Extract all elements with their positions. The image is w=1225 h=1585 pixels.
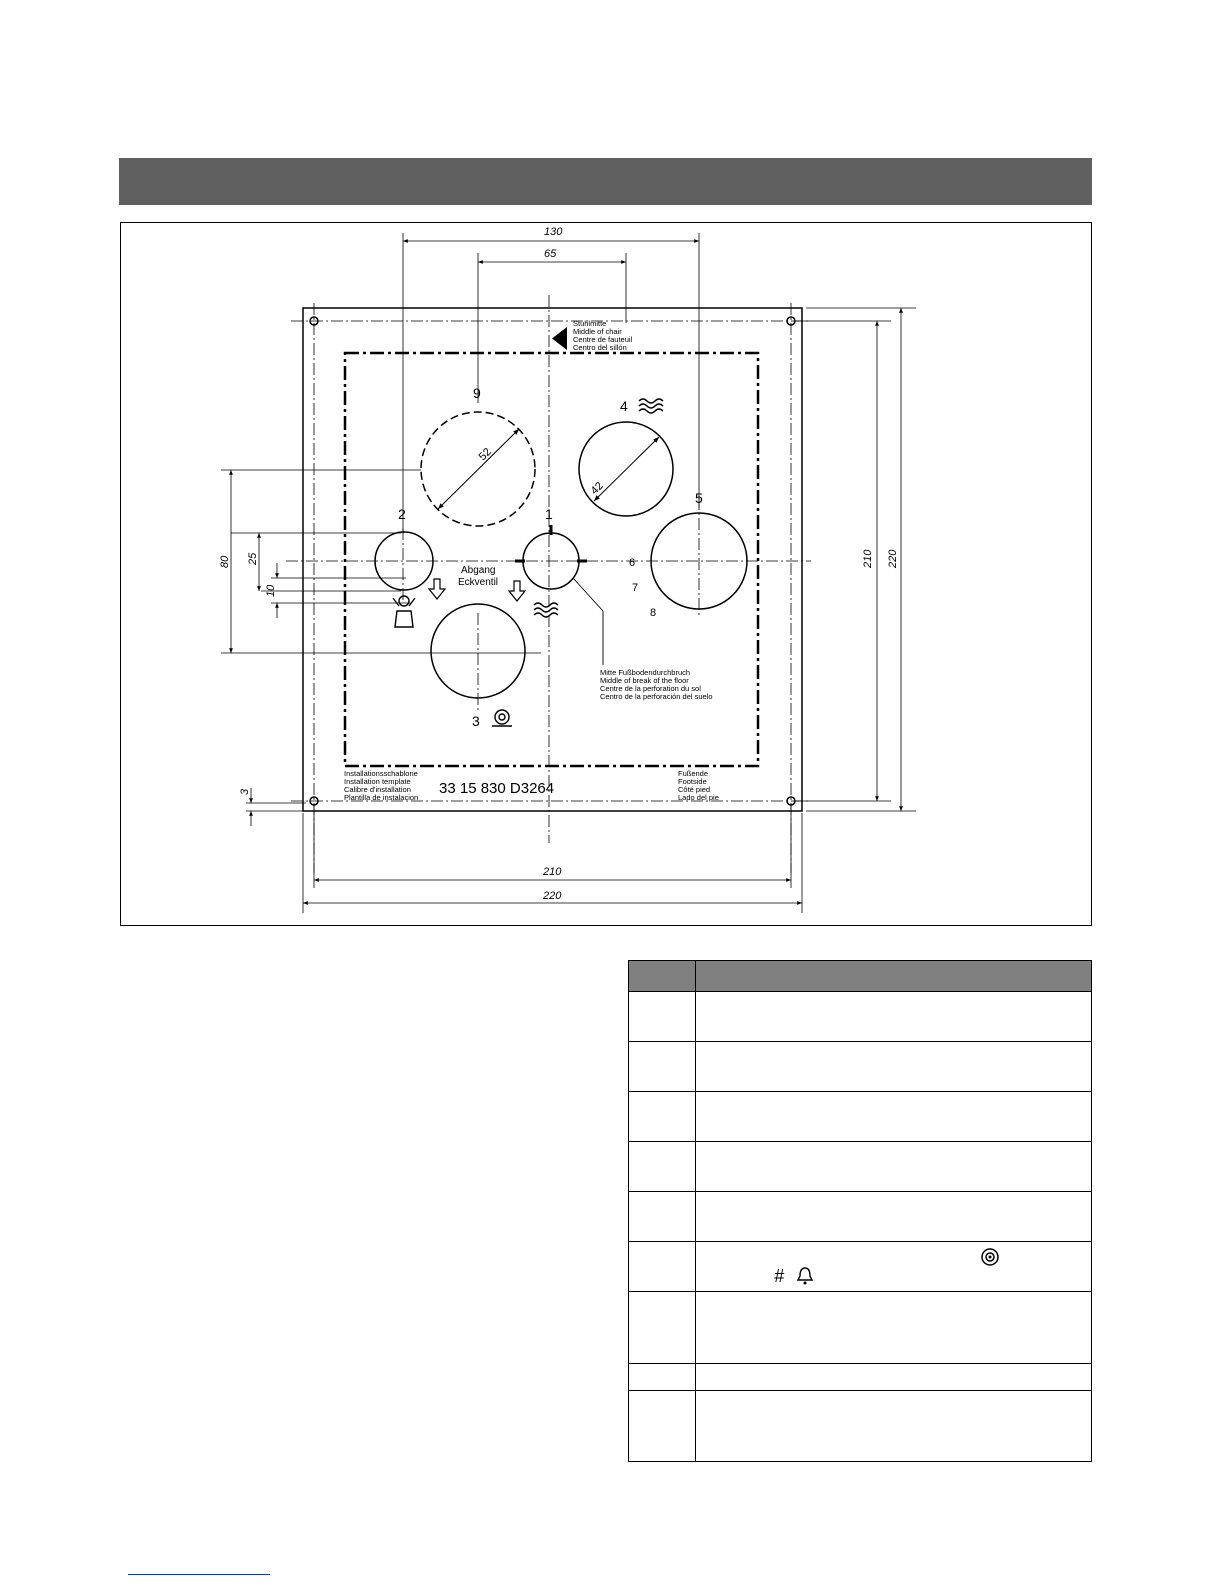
hole-2 bbox=[375, 532, 433, 590]
hole-label-8: 8 bbox=[650, 607, 657, 619]
legend-row-number bbox=[629, 992, 696, 1042]
hash-symbol: # bbox=[774, 1266, 785, 1286]
installation-template-drawing bbox=[120, 222, 1092, 926]
legend-row-number bbox=[629, 1391, 696, 1462]
legend-row-number bbox=[629, 1092, 696, 1142]
legend-row-text bbox=[696, 1292, 1092, 1364]
section-header-bar bbox=[119, 158, 1092, 205]
template-label-fr: Calibre d'installation bbox=[344, 785, 411, 794]
foot-end-label-fr: Côté pied bbox=[678, 785, 711, 794]
template-label-es: Plantilla de instalacion bbox=[344, 793, 419, 802]
legend-row-number bbox=[629, 1192, 696, 1242]
legend-row-number bbox=[629, 1292, 696, 1364]
template-label-en: Installation template bbox=[344, 777, 411, 786]
floor-break-label-de: Mitte Fußbodendurchbruch bbox=[600, 668, 691, 677]
dim-top-130: 130 bbox=[544, 226, 563, 238]
dim-left-25: 25 bbox=[247, 552, 259, 565]
work-area-boundary bbox=[345, 353, 758, 766]
floor-break-label-en: Middle of break of the floor bbox=[600, 676, 689, 685]
technical-drawing bbox=[121, 223, 1093, 927]
legend-row bbox=[629, 1042, 1092, 1092]
floor-break-label-fr: Centre de la perforation du sol bbox=[600, 684, 701, 693]
legend-row-text bbox=[696, 1092, 1092, 1142]
dim-left-80: 80 bbox=[219, 555, 231, 568]
chair-center-label-fr: Centre de fauteuil bbox=[573, 335, 633, 344]
legend-row-text bbox=[696, 1242, 1092, 1292]
legend-row-number bbox=[629, 1142, 696, 1192]
legend-row bbox=[629, 1192, 1092, 1242]
chair-center-label-de: Stuhlmitte bbox=[573, 319, 607, 328]
template-plate-outline bbox=[303, 308, 802, 811]
motor-icon bbox=[492, 710, 512, 726]
legend-row-text bbox=[696, 1042, 1092, 1092]
footer-rule bbox=[128, 1574, 270, 1575]
legend-header-description bbox=[696, 961, 1092, 992]
motor-icon bbox=[980, 1247, 1000, 1272]
outlet-label-line2: Eckventil bbox=[458, 577, 499, 588]
dim-right-210: 210 bbox=[862, 549, 874, 568]
hole-label-4: 4 bbox=[620, 398, 628, 414]
legend-row-number bbox=[629, 1242, 696, 1292]
template-label-de: Installationsschablone bbox=[344, 769, 418, 778]
hole-label-6: 6 bbox=[629, 557, 636, 569]
foot-end-label-es: Lado del pie bbox=[678, 793, 719, 802]
legend-row bbox=[629, 1364, 1092, 1391]
legend-row bbox=[629, 1242, 1092, 1292]
legend-table-header bbox=[629, 961, 1092, 992]
legend-row-text bbox=[696, 1142, 1092, 1192]
foot-end-label-de: Fußende bbox=[678, 769, 709, 778]
down-arrow-icon bbox=[429, 579, 445, 599]
water-wave-icon bbox=[534, 603, 558, 617]
legend-header-number bbox=[629, 961, 696, 992]
hole-label-5: 5 bbox=[695, 490, 703, 506]
dim-right-220: 220 bbox=[887, 549, 899, 568]
down-arrow-icon bbox=[509, 581, 525, 601]
legend-table bbox=[628, 960, 1092, 1462]
chair-center-triangle-icon bbox=[552, 327, 567, 350]
legend-row-number bbox=[629, 1042, 696, 1092]
floor-break-leader-line bbox=[573, 578, 603, 665]
hole-label-9: 9 bbox=[473, 385, 481, 401]
person-symbol-icon bbox=[393, 596, 415, 627]
legend-row-text bbox=[696, 1391, 1092, 1462]
legend-row bbox=[629, 1292, 1092, 1364]
dim-large-diameter: 52 bbox=[476, 445, 494, 464]
legend-row bbox=[629, 992, 1092, 1042]
chair-center-label-es: Centro del sillón bbox=[573, 343, 627, 352]
hole-label-3: 3 bbox=[472, 713, 480, 729]
legend-row-text bbox=[696, 1192, 1092, 1242]
bell-icon bbox=[796, 1266, 814, 1291]
dim-left-3: 3 bbox=[239, 788, 251, 795]
legend-row-number bbox=[629, 1364, 696, 1391]
dim-medium-diameter: 42 bbox=[588, 479, 606, 498]
water-wave-icon bbox=[639, 399, 663, 413]
hole-label-1: 1 bbox=[545, 506, 553, 522]
legend-row-text bbox=[696, 1364, 1092, 1391]
legend-row bbox=[629, 1142, 1092, 1192]
hole-label-7: 7 bbox=[632, 582, 639, 594]
outlet-label-line1: Abgang bbox=[461, 565, 496, 576]
legend-row bbox=[629, 1092, 1092, 1142]
dim-bottom-210: 210 bbox=[543, 866, 562, 878]
legend-row bbox=[629, 1391, 1092, 1462]
chair-center-label-en: Middle of chair bbox=[573, 327, 622, 336]
foot-end-label-en: Footside bbox=[678, 777, 707, 786]
dim-bottom-220: 220 bbox=[543, 890, 562, 902]
dim-left-10: 10 bbox=[265, 584, 277, 597]
floor-break-label-es: Centro de la perforación del suelo bbox=[600, 692, 713, 701]
dim-top-65: 65 bbox=[544, 248, 557, 260]
part-number: 33 15 830 D3264 bbox=[439, 780, 555, 797]
legend-row-text bbox=[696, 992, 1092, 1042]
hole-label-2: 2 bbox=[398, 506, 406, 522]
